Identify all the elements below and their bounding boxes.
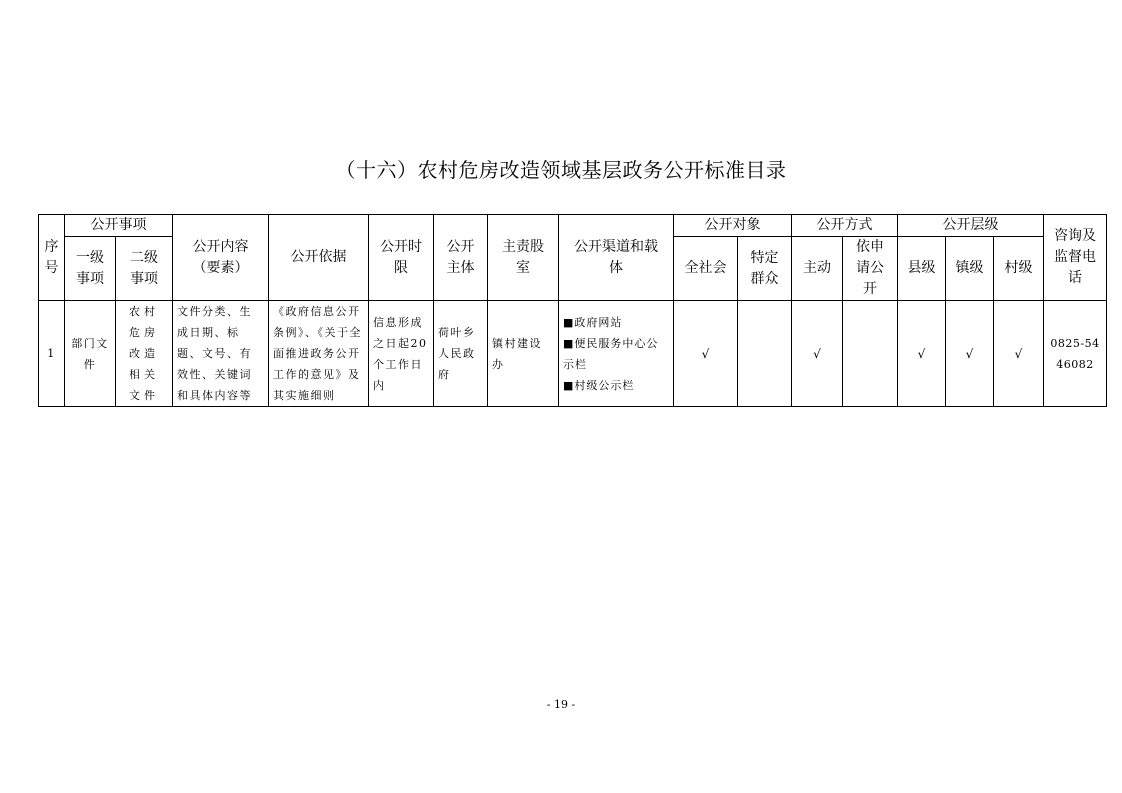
cell-seq: 1: [39, 301, 65, 407]
header-village: 村级: [994, 237, 1044, 301]
header-channels: 公开渠道和载体: [559, 215, 674, 301]
page-title: （十六）农村危房改造领域基层政务公开标准目录: [335, 158, 787, 182]
header-method-group: 公开方式: [792, 215, 898, 237]
cell-contact: 0825-5446082: [1044, 301, 1107, 407]
channel-item: ■便民服务中心公示栏: [563, 336, 659, 371]
header-matters-group: 公开事项: [65, 215, 173, 237]
header-by-request: 依申请公开: [843, 237, 898, 301]
header-content: 公开内容（要素）: [173, 215, 269, 301]
header-time-limit: 公开时限: [369, 215, 434, 301]
header-specific: 特定群众: [738, 237, 792, 301]
cell-level2: 农村危房改造相关文件: [116, 301, 173, 407]
page-number: - 19 -: [546, 698, 576, 711]
channel-item: ■村级公示栏: [563, 378, 635, 392]
header-basis: 公开依据: [269, 215, 369, 301]
header-society: 全社会: [674, 237, 738, 301]
header-dept: 主责股室: [488, 215, 559, 301]
table-row: [39, 301, 1107, 407]
header-level-group: 公开层级: [898, 215, 1044, 237]
header-level1: 一级事项: [65, 237, 116, 301]
cell-content: 文件分类、生成日期、标题、文号、有效性、关键词和具体内容等: [173, 301, 269, 407]
cell-subject: 荷叶乡人民政府: [434, 301, 488, 407]
header-contact: 咨询及监督电话: [1044, 215, 1107, 301]
channel-item: ■政府网站: [563, 315, 623, 329]
cell-society-check: √: [674, 301, 738, 407]
header-county: 县级: [898, 237, 946, 301]
cell-by-request-check: [843, 301, 898, 407]
header-seq: 序号: [39, 215, 65, 301]
cell-village-check: √: [994, 301, 1044, 407]
cell-time-limit: 信息形成之日起20个工作日内: [369, 301, 434, 407]
cell-town-check: √: [946, 301, 994, 407]
cell-channels: [559, 301, 674, 407]
header-target-group: 公开对象: [674, 215, 792, 237]
header-subject: 公开主体: [434, 215, 488, 301]
header-town: 镇级: [946, 237, 994, 301]
cell-basis: 《政府信息公开条例》、《关于全面推进政务公开工作的意见》及其实施细则: [269, 301, 369, 407]
header-level2: 二级事项: [116, 237, 173, 301]
cell-county-check: √: [898, 301, 946, 407]
header-row-1: [39, 215, 1107, 237]
cell-dept: 镇村建设办: [488, 301, 559, 407]
catalog-table: [38, 214, 1107, 407]
cell-specific-check: [738, 301, 792, 407]
cell-active-check: √: [792, 301, 843, 407]
cell-level1: 部门文件: [65, 301, 116, 407]
header-active: 主动: [792, 237, 843, 301]
